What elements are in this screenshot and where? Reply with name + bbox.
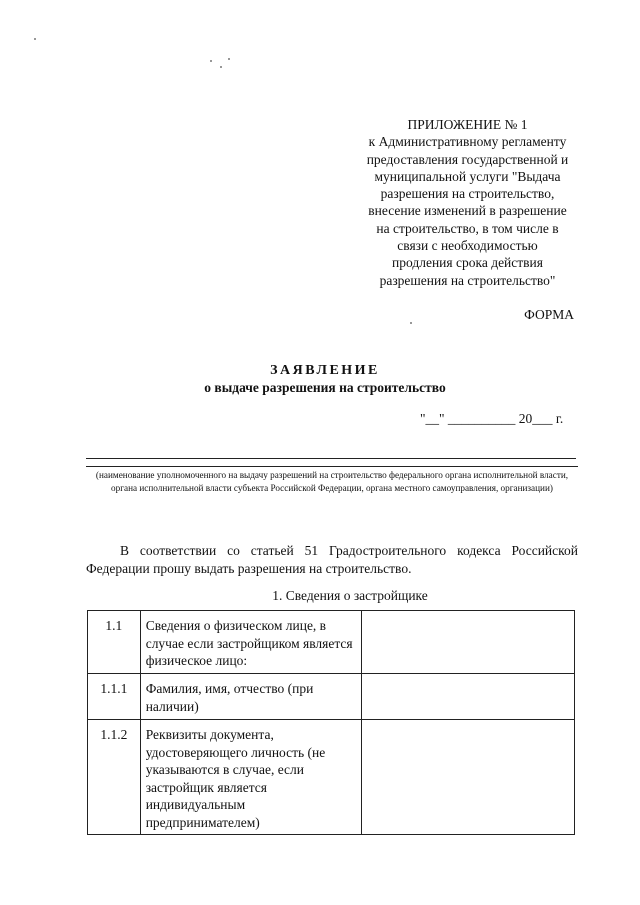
scan-speck [228, 58, 230, 60]
agency-caption: (наименование уполномоченного на выдачу разрешений на строительство федерального органа исполнительной власти, органа исполнительной власти субъекта Российской Федерации, органа местного самоуправления, организации) [86, 466, 578, 494]
appendix-line: на строительство, в том числе в [376, 220, 559, 236]
scan-speck [220, 66, 222, 68]
appendix-line: связи с необходимостью [397, 238, 538, 254]
appendix-line: предоставления государственной и [366, 151, 569, 167]
appendix-line: внесение изменений в разрешение [368, 203, 567, 219]
intro-paragraph: В соответствии со статьей 51 Градостроительного кодекса Российской Федерации прошу выдать разрешения на строительство. [86, 543, 578, 576]
row-value-field[interactable] [361, 611, 574, 674]
row-label: Фамилия, имя, отчество (при наличии) [140, 674, 361, 720]
appendix-line: разрешения на строительство, [380, 186, 555, 202]
scan-speck [410, 322, 412, 324]
form-label: ФОРМА [524, 307, 574, 322]
row-label: Реквизиты документа, удостоверяющего личность (не указываются в случае, если застройщик является индивидуальным предпринимателем) [140, 720, 361, 835]
appendix-line: к Административному регламенту [368, 134, 567, 150]
row-number: 1.1.2 [88, 720, 141, 835]
appendix-title: ПРИЛОЖЕНИЕ № 1 [407, 117, 528, 132]
scan-speck [34, 38, 36, 40]
appendix-block [355, 116, 580, 289]
document-subtitle: о выдаче разрешения на строительство [204, 380, 446, 395]
document-title: ЗАЯВЛЕНИЕ [270, 363, 380, 378]
table-row [88, 611, 575, 674]
appendix-line: муниципальной услуги "Выдача [374, 168, 561, 184]
appendix-line: разрешения на строительство" [379, 272, 556, 288]
scan-speck [210, 60, 212, 62]
row-value-field[interactable] [361, 720, 574, 835]
table-row [88, 674, 575, 720]
developer-info-table [87, 610, 575, 835]
agency-name-line[interactable] [86, 458, 576, 459]
row-value-field[interactable] [361, 674, 574, 720]
table-row [88, 720, 575, 835]
section-title: 1. Сведения о застройщике [272, 588, 428, 603]
appendix-line: продления срока действия [392, 255, 543, 271]
date-field[interactable]: "__" __________ 20___ г. [420, 411, 564, 426]
row-number: 1.1.1 [88, 674, 141, 720]
row-number: 1.1 [88, 611, 141, 674]
row-label: Сведения о физическом лице, в случае если застройщиком является физическое лицо: [140, 611, 361, 674]
